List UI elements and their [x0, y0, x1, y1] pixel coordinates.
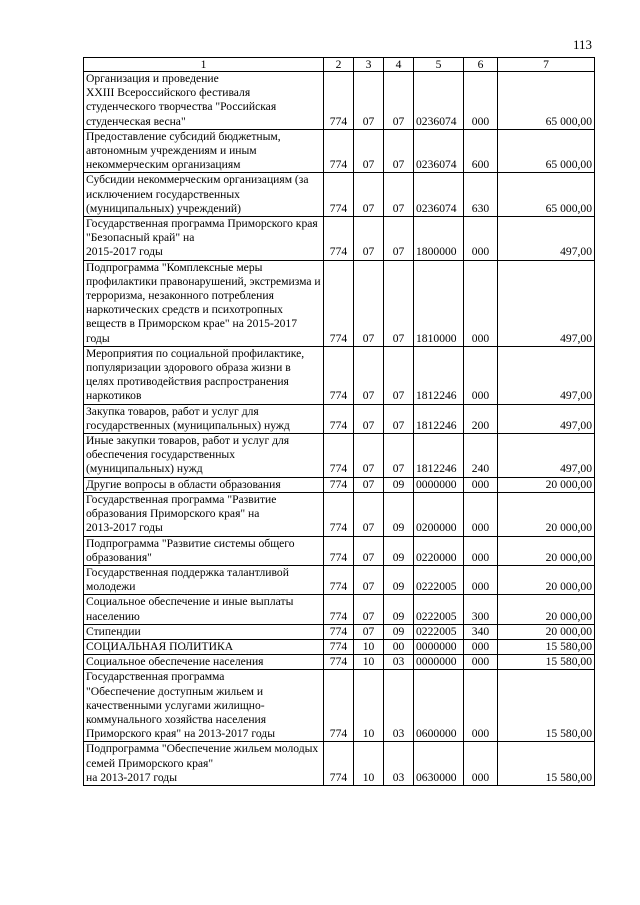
expense-type-code-cell: 000 [464, 655, 498, 670]
subsection-code-cell: 09 [384, 536, 414, 565]
ministry-code-cell: 774 [324, 670, 354, 742]
table-row [84, 565, 595, 594]
expense-type-code-cell: 000 [464, 72, 498, 130]
ministry-code-cell: 774 [324, 217, 354, 261]
target-article-code-cell: 0236074 [414, 72, 464, 130]
amount-cell: 15 580,00 [498, 742, 595, 786]
target-article-code-cell: 0000000 [414, 639, 464, 654]
ministry-code-cell: 774 [324, 595, 354, 624]
table-row [84, 404, 595, 433]
amount-cell: 497,00 [498, 404, 595, 433]
item-name-cell: Подпрограмма "Развитие системы общего образования" [84, 536, 324, 565]
section-code-cell: 10 [354, 742, 384, 786]
table-row [84, 536, 595, 565]
ministry-code-cell: 774 [324, 404, 354, 433]
expense-type-code-cell: 240 [464, 434, 498, 478]
item-name-cell: Социальное обеспечение и иные выплаты населению [84, 595, 324, 624]
column-header: 2 [324, 58, 354, 72]
table-row [84, 346, 595, 404]
amount-cell: 20 000,00 [498, 477, 595, 492]
table-row [84, 260, 595, 346]
expense-type-code-cell: 000 [464, 670, 498, 742]
target-article-code-cell: 0222005 [414, 595, 464, 624]
column-header: 6 [464, 58, 498, 72]
expense-type-code-cell: 000 [464, 477, 498, 492]
item-name-cell: Организация и проведение XXIII Всероссийского фестиваля студенческого творчества "Российская студенческая весна" [84, 72, 324, 130]
item-name-cell: Государственная поддержка талантливой молодежи [84, 565, 324, 594]
section-code-cell: 07 [354, 477, 384, 492]
target-article-code-cell: 0000000 [414, 477, 464, 492]
expense-type-code-cell: 200 [464, 404, 498, 433]
expense-type-code-cell: 630 [464, 173, 498, 217]
amount-cell: 15 580,00 [498, 670, 595, 742]
table-row [84, 477, 595, 492]
item-name-cell: Субсидии некоммерческим организациям (за исключением государственных (муниципальных) учреждений) [84, 173, 324, 217]
target-article-code-cell: 0200000 [414, 492, 464, 536]
ministry-code-cell: 774 [324, 565, 354, 594]
amount-cell: 20 000,00 [498, 624, 595, 639]
target-article-code-cell: 0220000 [414, 536, 464, 565]
ministry-code-cell: 774 [324, 173, 354, 217]
ministry-code-cell: 774 [324, 655, 354, 670]
item-name-cell: Государственная программа "Обеспечение доступным жильем и качественными услугами жилищно-коммунального хозяйства населения Приморского края" на 2013-2017 годы [84, 670, 324, 742]
item-name-cell: Предоставление субсидий бюджетным, автономным учреждениям и иным некоммерческим организациям [84, 129, 324, 173]
expense-type-code-cell: 340 [464, 624, 498, 639]
subsection-code-cell: 07 [384, 260, 414, 346]
amount-cell: 497,00 [498, 217, 595, 261]
subsection-code-cell: 03 [384, 655, 414, 670]
target-article-code-cell: 0630000 [414, 742, 464, 786]
ministry-code-cell: 774 [324, 639, 354, 654]
expense-type-code-cell: 300 [464, 595, 498, 624]
ministry-code-cell: 774 [324, 346, 354, 404]
target-article-code-cell: 1812246 [414, 346, 464, 404]
target-article-code-cell: 0236074 [414, 129, 464, 173]
table-row [84, 129, 595, 173]
ministry-code-cell: 774 [324, 434, 354, 478]
amount-cell: 65 000,00 [498, 129, 595, 173]
table-row [84, 655, 595, 670]
section-code-cell: 07 [354, 434, 384, 478]
subsection-code-cell: 07 [384, 72, 414, 130]
item-name-cell: Закупка товаров, работ и услуг для государственных (муниципальных) нужд [84, 404, 324, 433]
item-name-cell: Государственная программа "Развитие образования Приморского края" на 2013-2017 годы [84, 492, 324, 536]
subsection-code-cell: 07 [384, 129, 414, 173]
target-article-code-cell: 0236074 [414, 173, 464, 217]
section-code-cell: 07 [354, 404, 384, 433]
subsection-code-cell: 09 [384, 595, 414, 624]
section-code-cell: 07 [354, 217, 384, 261]
table-row [84, 639, 595, 654]
expense-type-code-cell: 000 [464, 217, 498, 261]
section-code-cell: 07 [354, 346, 384, 404]
section-code-cell: 10 [354, 655, 384, 670]
target-article-code-cell: 0222005 [414, 624, 464, 639]
table-row [84, 624, 595, 639]
column-header: 1 [84, 58, 324, 72]
subsection-code-cell: 03 [384, 670, 414, 742]
amount-cell: 20 000,00 [498, 492, 595, 536]
amount-cell: 497,00 [498, 260, 595, 346]
page-number: 113 [572, 37, 592, 52]
item-name-cell: Стипендии [84, 624, 324, 639]
subsection-code-cell: 07 [384, 173, 414, 217]
subsection-code-cell: 09 [384, 492, 414, 536]
item-name-cell: СОЦИАЛЬНАЯ ПОЛИТИКА [84, 639, 324, 654]
item-name-cell: Подпрограмма "Обеспечение жильем молодых семей Приморского края" на 2013-2017 годы [84, 742, 324, 786]
section-code-cell: 07 [354, 260, 384, 346]
table-row [84, 595, 595, 624]
ministry-code-cell: 774 [324, 742, 354, 786]
budget-table [83, 57, 595, 786]
target-article-code-cell: 0222005 [414, 565, 464, 594]
subsection-code-cell: 09 [384, 624, 414, 639]
header-row [84, 58, 595, 72]
amount-cell: 15 580,00 [498, 655, 595, 670]
ministry-code-cell: 774 [324, 624, 354, 639]
amount-cell: 20 000,00 [498, 565, 595, 594]
table-row [84, 492, 595, 536]
ministry-code-cell: 774 [324, 492, 354, 536]
target-article-code-cell: 1812246 [414, 434, 464, 478]
section-code-cell: 07 [354, 129, 384, 173]
item-name-cell: Другие вопросы в области образования [84, 477, 324, 492]
column-header: 3 [354, 58, 384, 72]
table-body [84, 58, 595, 786]
ministry-code-cell: 774 [324, 260, 354, 346]
amount-cell: 15 580,00 [498, 639, 595, 654]
amount-cell: 20 000,00 [498, 536, 595, 565]
expense-type-code-cell: 000 [464, 260, 498, 346]
amount-cell: 65 000,00 [498, 72, 595, 130]
expense-type-code-cell: 000 [464, 536, 498, 565]
section-code-cell: 07 [354, 536, 384, 565]
section-code-cell: 07 [354, 624, 384, 639]
subsection-code-cell: 07 [384, 434, 414, 478]
amount-cell: 20 000,00 [498, 595, 595, 624]
target-article-code-cell: 1812246 [414, 404, 464, 433]
item-name-cell: Социальное обеспечение населения [84, 655, 324, 670]
subsection-code-cell: 00 [384, 639, 414, 654]
ministry-code-cell: 774 [324, 129, 354, 173]
amount-cell: 65 000,00 [498, 173, 595, 217]
item-name-cell: Государственная программа Приморского края "Безопасный край" на 2015-2017 годы [84, 217, 324, 261]
table-row [84, 217, 595, 261]
item-name-cell: Подпрограмма "Комплексные меры профилактики правонарушений, экстремизма и терроризма, незаконного потребления наркотических средств и психотропных веществ в Приморском крае" на 2015-2017 годы [84, 260, 324, 346]
item-name-cell: Иные закупки товаров, работ и услуг для обеспечения государственных (муниципальных) нужд [84, 434, 324, 478]
section-code-cell: 07 [354, 565, 384, 594]
subsection-code-cell: 07 [384, 217, 414, 261]
target-article-code-cell: 0000000 [414, 655, 464, 670]
table-row [84, 72, 595, 130]
expense-type-code-cell: 000 [464, 492, 498, 536]
section-code-cell: 07 [354, 595, 384, 624]
ministry-code-cell: 774 [324, 536, 354, 565]
section-code-cell: 07 [354, 72, 384, 130]
column-header: 5 [414, 58, 464, 72]
section-code-cell: 07 [354, 173, 384, 217]
item-name-cell: Мероприятия по социальной профилактике, популяризации здорового образа жизни в целях противодействия распространения наркотиков [84, 346, 324, 404]
table-row [84, 434, 595, 478]
ministry-code-cell: 774 [324, 72, 354, 130]
expense-type-code-cell: 000 [464, 742, 498, 786]
table-row [84, 173, 595, 217]
subsection-code-cell: 03 [384, 742, 414, 786]
subsection-code-cell: 07 [384, 346, 414, 404]
subsection-code-cell: 09 [384, 565, 414, 594]
table-row [84, 670, 595, 742]
column-header: 7 [498, 58, 595, 72]
amount-cell: 497,00 [498, 346, 595, 404]
target-article-code-cell: 1810000 [414, 260, 464, 346]
subsection-code-cell: 09 [384, 477, 414, 492]
table-row [84, 742, 595, 786]
amount-cell: 497,00 [498, 434, 595, 478]
subsection-code-cell: 07 [384, 404, 414, 433]
expense-type-code-cell: 000 [464, 346, 498, 404]
section-code-cell: 10 [354, 670, 384, 742]
section-code-cell: 10 [354, 639, 384, 654]
target-article-code-cell: 0600000 [414, 670, 464, 742]
expense-type-code-cell: 600 [464, 129, 498, 173]
ministry-code-cell: 774 [324, 477, 354, 492]
column-header: 4 [384, 58, 414, 72]
section-code-cell: 07 [354, 492, 384, 536]
expense-type-code-cell: 000 [464, 639, 498, 654]
target-article-code-cell: 1800000 [414, 217, 464, 261]
expense-type-code-cell: 000 [464, 565, 498, 594]
